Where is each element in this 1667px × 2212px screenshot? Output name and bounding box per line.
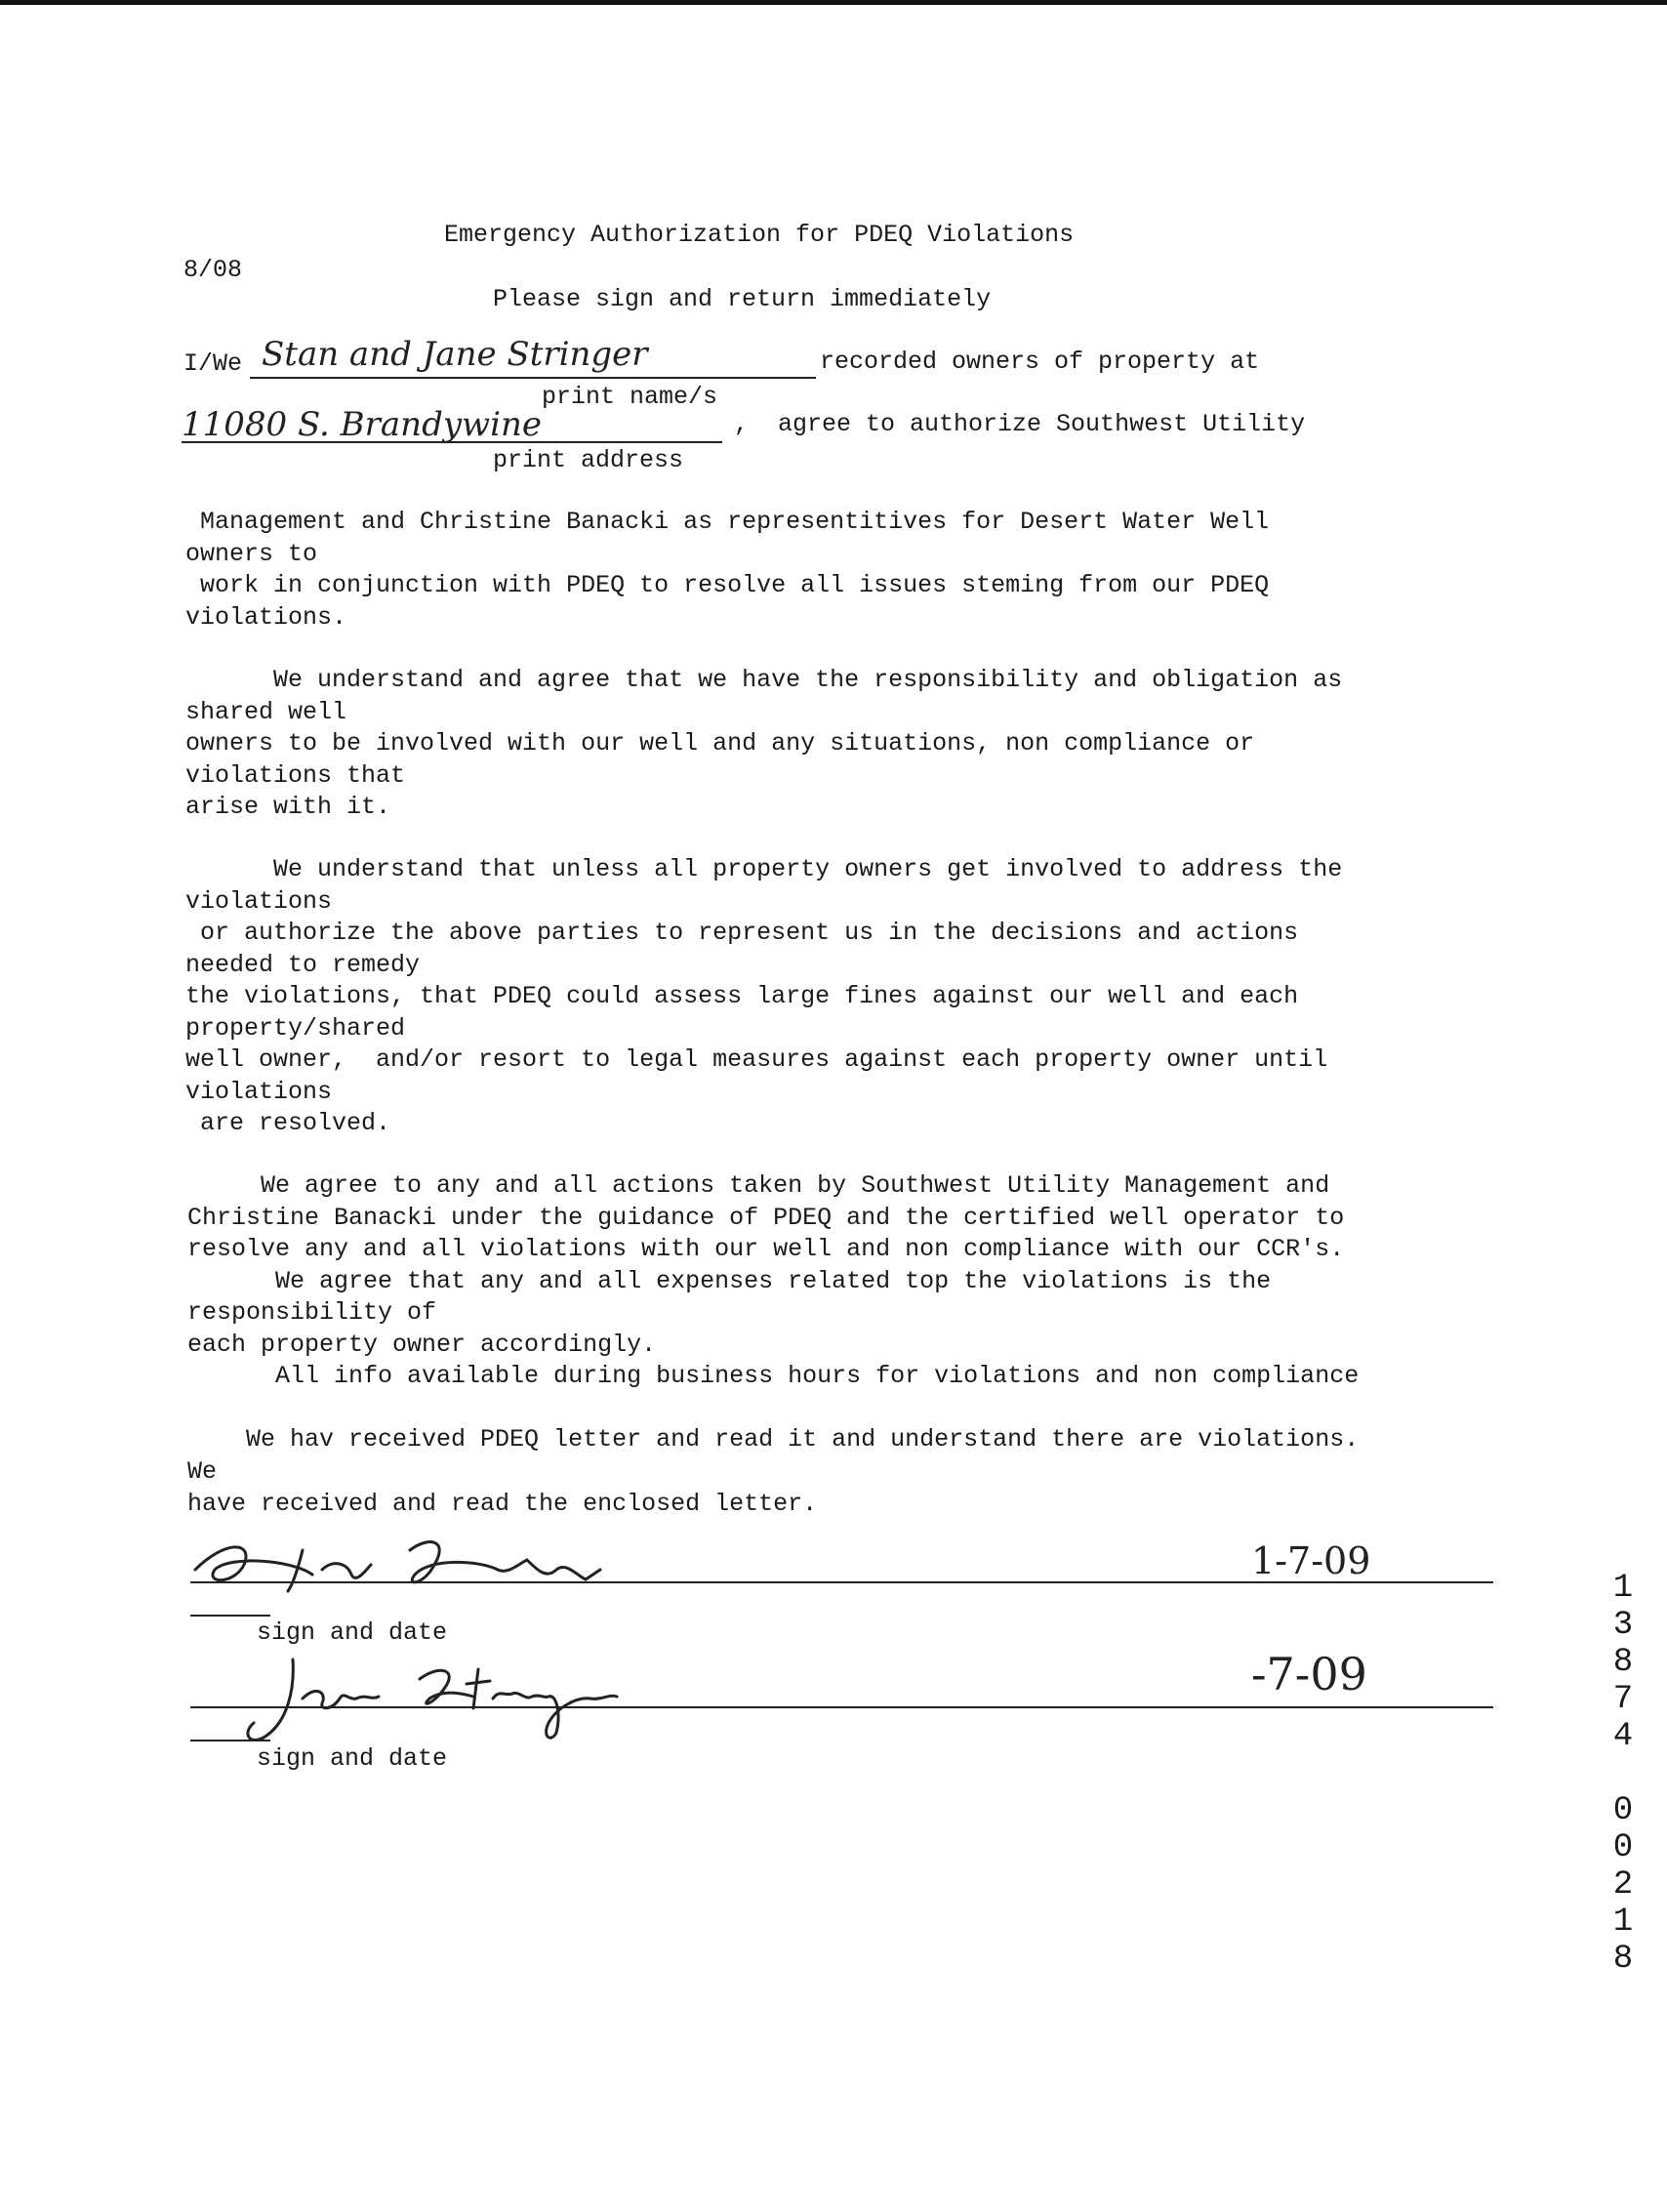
address-caption: print address <box>493 446 684 474</box>
body-line: All info available during business hours for violations and non compliance <box>187 1362 1360 1390</box>
address-value: 11080 S. Brandywine <box>182 405 543 444</box>
scan-edge <box>0 0 1667 5</box>
body-line: owners to be involved with our well and any situations, non compliance or <box>185 729 1255 758</box>
body-line: We <box>187 1457 218 1486</box>
body-line: violations <box>185 887 333 916</box>
second-signature-date: -7-09 <box>1251 1648 1367 1700</box>
body-line: We hav received PDEQ letter and read it and understand there are violations. <box>187 1425 1360 1454</box>
first-signature-line <box>190 1581 1493 1583</box>
body-line: violations <box>185 1078 333 1106</box>
address-underline <box>182 441 722 443</box>
names-caption: print name/s <box>542 383 718 411</box>
second-signature-caption: sign and date <box>257 1744 448 1773</box>
body-line: We agree to any and all actions taken by Southwest Utility Management and <box>187 1171 1330 1200</box>
body-line: responsibility of <box>187 1298 437 1327</box>
body-line: owners to <box>185 540 318 568</box>
body-line: work in conjunction with PDEQ to resolve all issues steming from our PDEQ <box>185 571 1270 599</box>
owner-names-value: Stan and Jane Stringer <box>262 335 648 374</box>
signature-stan <box>185 1531 615 1599</box>
body-line: resolve any and all violations with our well and non compliance with our CCR's. <box>187 1235 1345 1263</box>
document-title: Emergency Authorization for PDEQ Violations <box>444 221 1075 249</box>
body-line: the violations, that PDEQ could assess large fines against our well and each <box>185 982 1299 1010</box>
body-line: each property owner accordingly. <box>187 1331 657 1359</box>
document-number-stamp: 13874 00218 <box>1605 1570 1642 1978</box>
owner-prefix: I/We <box>183 349 243 378</box>
body-line: We agree that any and all expenses related top the violations is the <box>187 1267 1272 1295</box>
body-line: We understand that unless all property owners get involved to address the <box>185 855 1343 883</box>
body-line: We understand and agree that we have the responsibility and obligation as <box>185 666 1343 694</box>
first-signature-date: 1-7-09 <box>1251 1539 1371 1582</box>
body-line: Christine Banacki under the guidance of PDEQ and the certified well operator to <box>187 1204 1345 1232</box>
body-line: Management and Christine Banacki as representitives for Desert Water Well <box>185 508 1270 536</box>
body-line: well owner, and/or resort to legal measures against each property owner until <box>185 1045 1328 1074</box>
address-suffix: , agree to authorize Southwest Utility <box>734 410 1306 438</box>
body-line: violations. <box>185 603 347 632</box>
body-line: have received and read the enclosed letter. <box>187 1490 818 1518</box>
body-line: or authorize the above parties to represent us in the decisions and actions <box>185 919 1299 947</box>
body-line: shared well <box>185 698 347 726</box>
body-line: property/shared <box>185 1014 406 1043</box>
body-line: needed to remedy <box>185 951 421 979</box>
signature-jane <box>234 1640 683 1747</box>
instruction-text: Please sign and return immediately <box>493 285 992 313</box>
body-line: violations that <box>185 761 406 790</box>
first-signature-short-line <box>190 1615 270 1617</box>
body-line: arise with it. <box>185 793 391 821</box>
owner-names-suffix: recorded owners of property at <box>820 348 1260 376</box>
second-signature-short-line <box>190 1740 270 1741</box>
names-underline <box>250 377 816 379</box>
first-signature-caption: sign and date <box>257 1618 448 1647</box>
form-version: 8/08 <box>183 256 243 284</box>
body-line: are resolved. <box>185 1109 391 1137</box>
second-signature-line <box>190 1706 1493 1708</box>
